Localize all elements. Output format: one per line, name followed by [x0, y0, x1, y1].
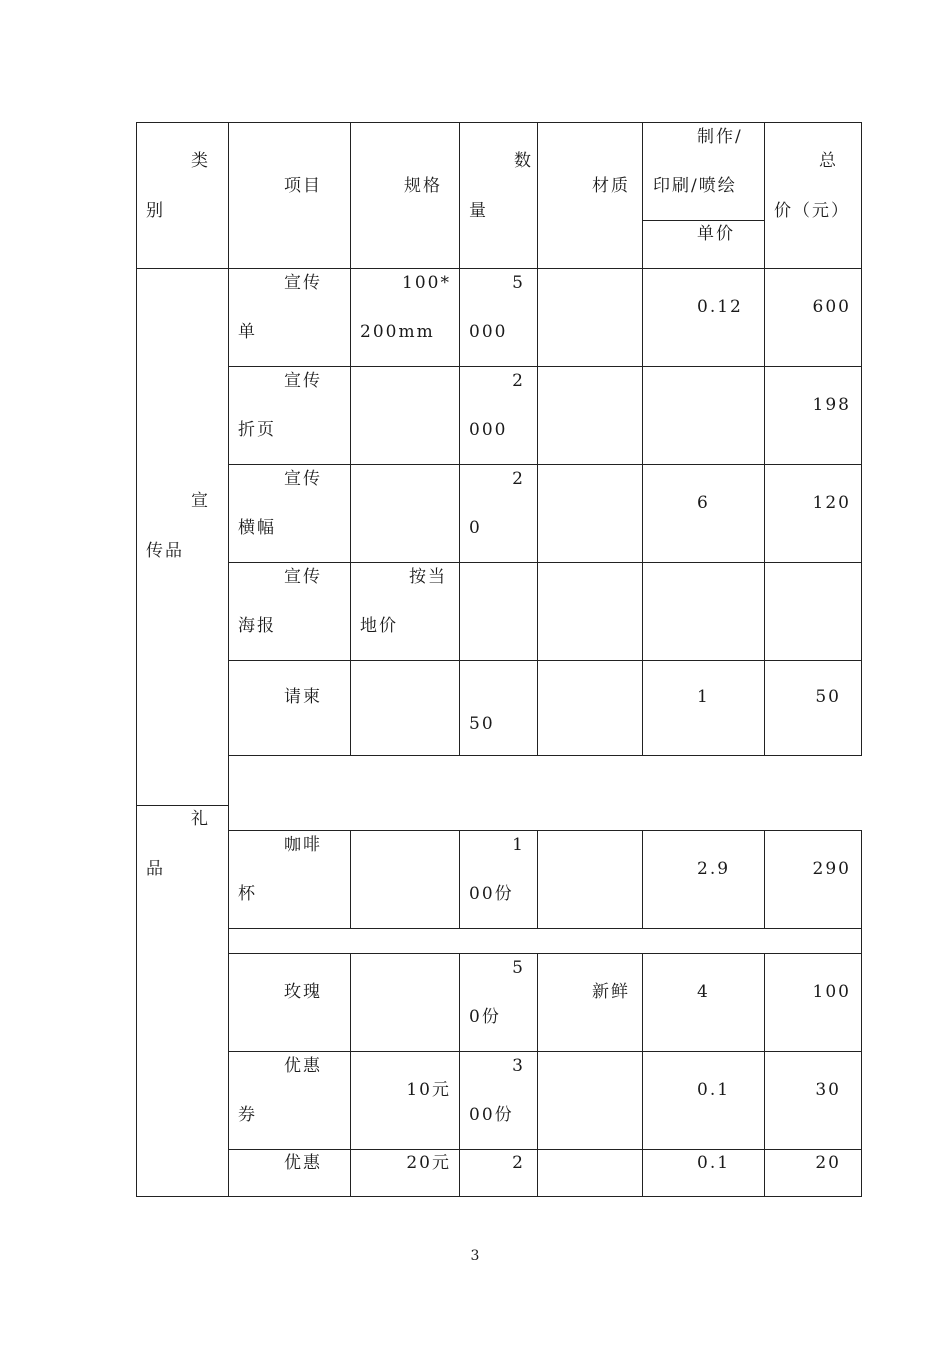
- row-1-item-line2: 折页: [238, 420, 276, 440]
- row-1-material-cell: [537, 366, 643, 465]
- row-5-unit-price-cell: [642, 830, 765, 929]
- row-6-unit-price-cell: [642, 953, 765, 1052]
- row-2-item-cell: [228, 464, 351, 563]
- row-7-item-cell: [228, 1051, 351, 1150]
- row-3-qty-cell: [459, 562, 538, 661]
- row-4-item-line1: 请柬: [284, 687, 322, 707]
- row-6-material-cell: [537, 953, 643, 1052]
- row-5-spec-cell: [350, 830, 460, 929]
- row-6-qty-cell: [459, 953, 538, 1052]
- row-2-qty-line2: 0: [469, 518, 482, 538]
- row-7-item-line2: 券: [238, 1105, 257, 1125]
- row-8-material-cell: [537, 1149, 643, 1197]
- row-6-total: 100: [812, 982, 851, 1002]
- row-4-spec-cell: [350, 660, 460, 756]
- header-unit-price-line1: 制作/: [697, 127, 743, 147]
- row-2-total: 120: [812, 493, 851, 513]
- section-gift-line2: 品: [146, 859, 165, 879]
- page-number: 3: [470, 1248, 480, 1264]
- spacer-row-1: [228, 755, 862, 831]
- row-7-material-cell: [537, 1051, 643, 1150]
- row-6-item-cell: [228, 953, 351, 1052]
- header-category-line2: 别: [146, 201, 165, 221]
- row-6-spec-cell: [350, 953, 460, 1052]
- header-spec: 规格: [404, 176, 442, 196]
- row-2-qty-line1: 2: [512, 469, 525, 489]
- row-8-total-cell: [764, 1149, 862, 1197]
- row-1-qty-cell: [459, 366, 538, 465]
- row-4-total: 50: [815, 687, 841, 707]
- row-5-qty-line1: 1: [512, 835, 525, 855]
- row-8-item-line1: 优惠: [284, 1153, 322, 1173]
- row-4-qty-cell: [459, 660, 538, 756]
- header-unit-price-cell: [642, 122, 765, 221]
- row-0-item-line1: 宣传: [284, 273, 322, 293]
- row-0-qty-line2: 000: [469, 322, 508, 342]
- row-4-total-cell: [764, 660, 862, 756]
- row-3-total-cell: [764, 562, 862, 661]
- header-total-line1: 总: [819, 151, 838, 171]
- row-1-item-line1: 宣传: [284, 371, 322, 391]
- row-3-spec-cell: [350, 562, 460, 661]
- row-3-spec-line1: 按当: [409, 567, 447, 587]
- row-1-total: 198: [812, 395, 851, 415]
- row-3-unit-price-cell: [642, 562, 765, 661]
- header-unit-price-line3: 单价: [697, 224, 735, 244]
- row-7-qty-line1: 3: [512, 1056, 525, 1076]
- row-7-qty-cell: [459, 1051, 538, 1150]
- row-7-total: 30: [815, 1080, 841, 1100]
- section-promo-cell: [136, 268, 229, 806]
- row-7-total-cell: [764, 1051, 862, 1150]
- row-2-spec-cell: [350, 464, 460, 563]
- row-7-unit-price: 0.1: [697, 1080, 731, 1100]
- row-6-unit-price: 4: [697, 982, 710, 1002]
- row-0-spec-line1: 100*: [402, 273, 451, 293]
- row-1-qty-line2: 000: [469, 420, 508, 440]
- row-0-total: 600: [812, 297, 851, 317]
- header-total-line2: 价（元）: [774, 201, 850, 221]
- row-6-item-line1: 玫瑰: [284, 982, 322, 1002]
- row-0-qty-line1: 5: [512, 273, 525, 293]
- row-6-qty-line2: 0份: [469, 1007, 501, 1027]
- row-4-qty-line2: 50: [469, 714, 495, 734]
- row-5-total: 290: [812, 859, 851, 879]
- row-3-material-cell: [537, 562, 643, 661]
- row-2-qty-cell: [459, 464, 538, 563]
- header-qty-line1: 数: [514, 151, 533, 171]
- header-material: 材质: [592, 176, 630, 196]
- row-7-qty-line2: 00份: [469, 1105, 514, 1125]
- row-2-total-cell: [764, 464, 862, 563]
- row-5-unit-price: 2.9: [697, 859, 731, 879]
- row-7-item-line1: 优惠: [284, 1056, 322, 1076]
- header-category-line1: 类: [191, 151, 210, 171]
- row-8-total: 20: [815, 1153, 841, 1173]
- row-1-qty-line1: 2: [512, 371, 525, 391]
- header-item-cell: [228, 122, 351, 269]
- row-4-unit-price-cell: [642, 660, 765, 756]
- row-3-spec-line2: 地价: [360, 616, 398, 636]
- row-6-total-cell: [764, 953, 862, 1052]
- row-4-material-cell: [537, 660, 643, 756]
- section-gift-line1: 礼: [191, 809, 210, 829]
- row-3-item-line1: 宣传: [284, 567, 322, 587]
- header-spec-cell: [350, 122, 460, 269]
- row-5-item-line1: 咖啡: [284, 835, 322, 855]
- row-8-spec-line1: 20元: [406, 1153, 451, 1173]
- row-5-qty-line2: 00份: [469, 884, 514, 904]
- row-2-material-cell: [537, 464, 643, 563]
- row-2-unit-price-cell: [642, 464, 765, 563]
- row-8-qty-cell: [459, 1149, 538, 1197]
- header-total-cell: [764, 122, 862, 269]
- section-promo-line1: 宣: [191, 491, 210, 511]
- row-1-item-cell: [228, 366, 351, 465]
- header-category-cell: [136, 122, 229, 269]
- header-material-cell: [537, 122, 643, 269]
- row-8-item-cell: [228, 1149, 351, 1197]
- row-0-unit-price: 0.12: [697, 297, 743, 317]
- header-qty-line2: 量: [469, 201, 488, 221]
- row-1-spec-cell: [350, 366, 460, 465]
- row-4-unit-price: 1: [697, 687, 710, 707]
- row-6-qty-line1: 5: [512, 958, 525, 978]
- row-0-qty-cell: [459, 268, 538, 367]
- row-1-unit-price-cell: [642, 366, 765, 465]
- row-0-spec-line2: 200mm: [360, 322, 435, 342]
- row-7-unit-price-cell: [642, 1051, 765, 1150]
- row-8-qty-line1: 2: [512, 1153, 525, 1173]
- header-unit-price-subcell: [642, 220, 765, 269]
- row-2-unit-price: 6: [697, 493, 710, 513]
- row-0-item-line2: 单: [238, 322, 257, 342]
- row-3-item-cell: [228, 562, 351, 661]
- row-0-spec-cell: [350, 268, 460, 367]
- row-5-item-line2: 杯: [238, 884, 257, 904]
- row-7-spec-line1: 10元: [406, 1080, 451, 1100]
- header-unit-price-line2: 印刷/喷绘: [653, 176, 737, 196]
- row-5-item-cell: [228, 830, 351, 929]
- header-qty-cell: [459, 122, 538, 269]
- row-5-qty-cell: [459, 830, 538, 929]
- row-2-item-line2: 横幅: [238, 518, 276, 538]
- section-promo-line2: 传品: [146, 541, 184, 561]
- row-1-total-cell: [764, 366, 862, 465]
- row-6-material: 新鲜: [592, 982, 630, 1002]
- section-gift-cell: [136, 805, 229, 1197]
- row-5-total-cell: [764, 830, 862, 929]
- row-0-total-cell: [764, 268, 862, 367]
- row-0-item-cell: [228, 268, 351, 367]
- row-3-item-line2: 海报: [238, 616, 276, 636]
- row-0-material-cell: [537, 268, 643, 367]
- row-8-unit-price: 0.1: [697, 1153, 731, 1173]
- row-7-spec-cell: [350, 1051, 460, 1150]
- row-8-unit-price-cell: [642, 1149, 765, 1197]
- spacer-row-2: [228, 928, 862, 954]
- row-2-item-line1: 宣传: [284, 469, 322, 489]
- header-item: 项目: [284, 176, 322, 196]
- row-8-spec-cell: [350, 1149, 460, 1197]
- row-4-item-cell: [228, 660, 351, 756]
- row-5-material-cell: [537, 830, 643, 929]
- row-0-unit-price-cell: [642, 268, 765, 367]
